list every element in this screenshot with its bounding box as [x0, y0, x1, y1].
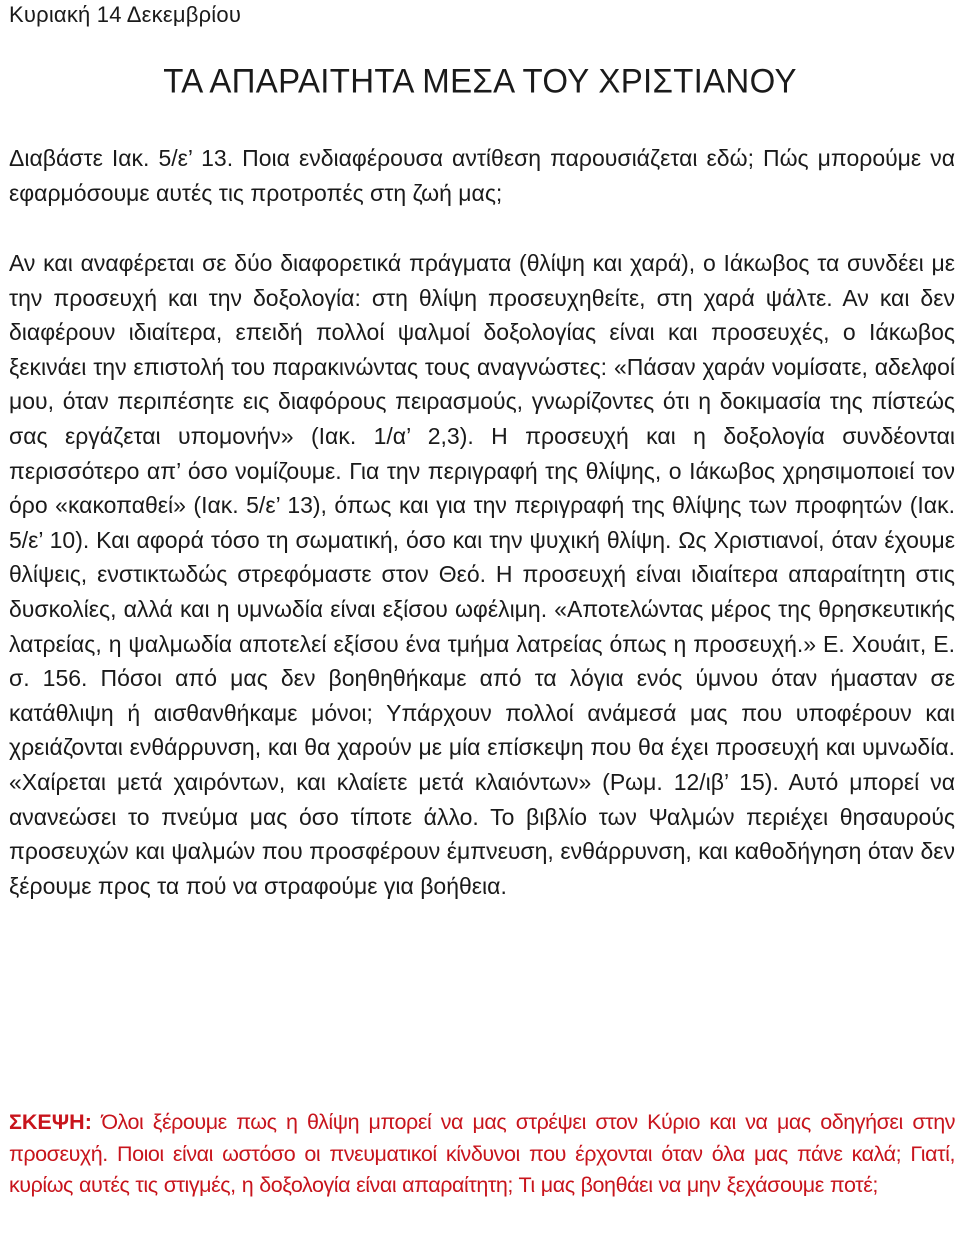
thought-label: ΣΚΕΨΗ:: [9, 1110, 92, 1134]
intro-paragraph: Διαβάστε Ιακ. 5/ε’ 13. Ποια ενδιαφέρουσα αντίθεση παρουσιάζεται εδώ; Πώς μπορούμε να εφαρμόσουμε αυτές τις προτροπές στη ζωή μας;: [9, 145, 955, 206]
thought-text: Όλοι ξέρουμε πως η θλίψη μπορεί να μας στρέψει στον Κύριο και να μας οδηγήσει στην προσευχή. Ποιοι είναι ωστόσο οι πνευματικοί κίνδυνοι που έρχονται όταν όλα μας πάνε καλά; Γιατί, κυρίως αυτές τις στιγμές, η δοξολογία είναι απαραίτητη; Τι μας βοηθάει να μην ξεχάσουμε ποτέ;: [9, 1110, 955, 1198]
date-heading: Κυριακή 14 Δεκεμβρίου: [9, 2, 242, 27]
thought-paragraph: [9, 1107, 955, 1202]
page-title: ΤΑ ΑΠΑΡΑΙΤΗΤΑ ΜΕΣΑ ΤΟΥ ΧΡΙΣΤΙΑΝΟΥ: [163, 61, 797, 100]
main-paragraph: Αν και αναφέρεται σε δύο διαφορετικά πράγματα (θλίψη και χαρά), ο Ιάκωβος τα συνδέει με την προσευχή και την δοξολογία: στη θλίψη προσευχηθείτε, στη χαρά ψάλτε. Αν και δεν διαφέρουν ιδιαίτερα, επειδή πολλοί ψαλμοί δοξολογίας είναι και προσευχές, ο Ιάκωβος ξεκινάει την επιστολή του παρακινώντας τους αναγνώστες: «Πάσαν χαράν νομίσατε, αδελφοί μου, όταν περιπέσητε εις διαφόρους πειρασμούς, γνωρίζοντες ότι η δοκιμασία της πίστεώς σας εργάζεται υπομονήν» (Ιακ. 1/α’ 2,3). Η προσευχή και η δοξολογία συνδέονται περισσότερο απ’ όσο νομίζουμε. Για την περιγραφή της θλίψης, ο Ιάκωβος χρησιμοποιεί τον όρο «κακοπαθεί» (Ιακ. 5/ε’ 13), όπως και για την περιγραφή της θλίψης των προφητών (Ιακ. 5/ε’ 10). Και αφορά τόσο τη σωματική, όσο και την ψυχική θλίψη. Ως Χριστιανοί, όταν έχουμε θλίψεις, ενστικτωδώς στρεφόμαστε στον Θεό. Η προσευχή είναι ιδιαίτερα απαραίτητη στις δυσκολίες, αλλά και η υμνωδία είναι εξίσου ωφέλιμη. «Αποτελώντας μέρος της θρησκευτικής λατρείας, η ψαλμωδία αποτελεί εξίσου ένα τμήμα λατρείας όπως η προσευχή.» Ε. Χουάιτ, Ε. σ. 156. Πόσοι από μας δεν βοηθηθήκαμε από τα λόγια ενός ύμνου όταν ήμασταν σε κατάθλιψη ή αισθανθήκαμε μόνοι; Υπάρχουν πολλοί ανάμεσά μας που υποφέρουν και χρειάζονται ενθάρρυνση, και θα χαρούν με μία επίσκεψη που θα έχει προσευχή και υμνωδία. «Χαίρεται μετά χαιρόντων, και κλαίετε μετά κλαιόντων» (Ρωμ. 12/ιβ’ 15). Αυτό μπορεί να ανανεώσει το πνεύμα μας όσο τίποτε άλλο. Το βιβλίο των Ψαλμών περιέχει θησαυρούς προσευχών και ψαλμών που προσφέρουν έμπνευση, ενθάρρυνση, και καθοδήγηση όταν δεν ξέρουμε προς τα πού να στραφούμε για βοήθεια.: [9, 250, 955, 899]
